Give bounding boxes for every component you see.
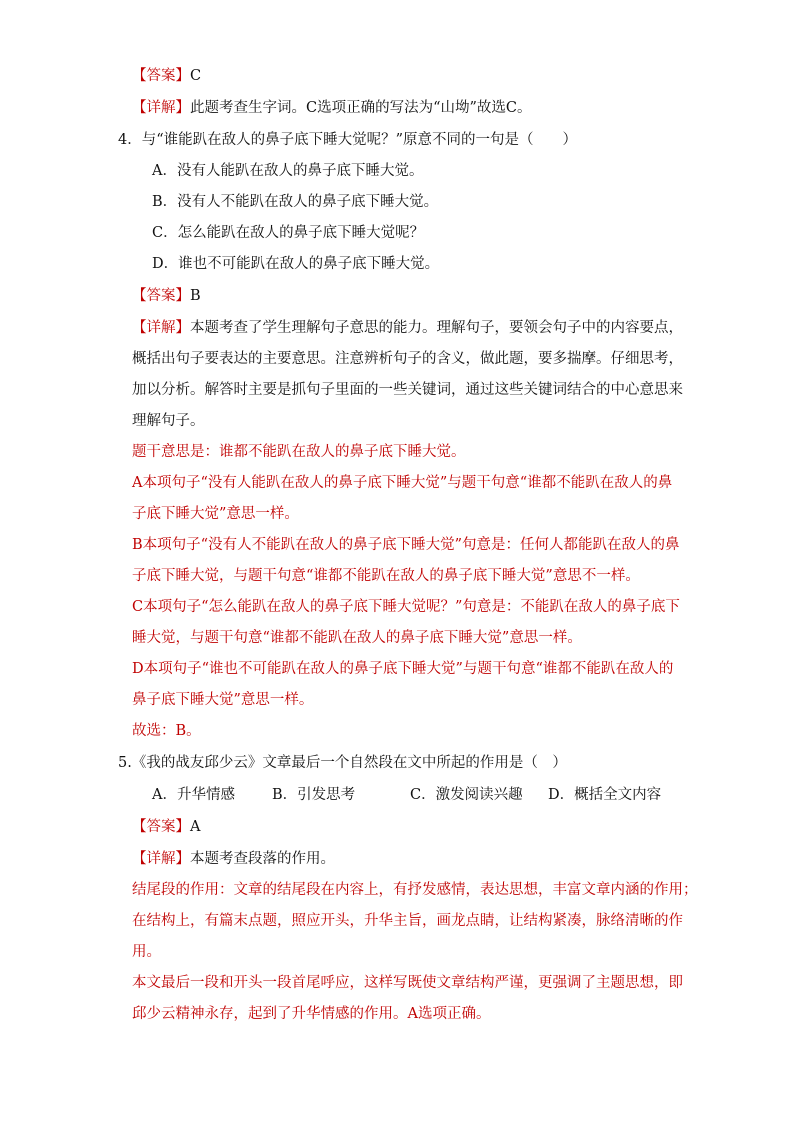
detail-text: 此题考查生字词。C选项正确的写法为“山坳”故选C。 [190,100,532,116]
q3-detail [132,98,532,118]
q4-analysis-line: B本项句子“没有人不能趴在敌人的鼻子底下睡大觉”句意是：任何人都能趴在敌人的鼻 [132,537,680,553]
q4-detail-line: 理解句子。 [132,413,205,429]
answer-value: A [190,819,201,835]
q4-stem: 4．与“谁能趴在敌人的鼻子底下睡大觉呢？”原意不同的一句是（ ） [118,132,578,148]
q4-detail-line: 概括出句子要表达的主要意思。注意辨析句子的含义，做此题，要多揣摩。仔细思考， [132,351,683,367]
q5-analysis-line: 用。 [132,944,161,960]
q4-detail-line [132,318,683,338]
q4-analysis-line: 鼻子底下睡大觉”意思一样。 [132,692,314,708]
answer-tag: 【答案】 [132,288,190,304]
q4-analysis-line: 子底下睡大觉”意思一样。 [132,506,299,522]
q4-analysis-line: C本项句子“怎么能趴在敌人的鼻子底下睡大觉呢？”句意是：不能趴在敌人的鼻子底下 [132,599,680,615]
detail-tag: 【详解】 [132,851,190,867]
q4-analysis-line: D本项句子“谁也不可能趴在敌人的鼻子底下睡大觉”与题干句意“谁都不能趴在敌人的 [132,661,674,677]
q4-detail-line: 加以分析。解答时主要是抓句子里面的一些关键词，通过这些关键词结合的中心意思来 [132,382,683,398]
q4-option-c: C．怎么能趴在敌人的鼻子底下睡大觉呢？ [152,225,425,241]
q5-analysis-line: 结尾段的作用：文章的结尾段在内容上，有抒发感情，表达思想，丰富文章内涵的作用； [132,882,698,898]
answer-value: B [190,288,201,304]
answer-value: C [190,68,202,84]
detail-text: 本题考查了学生理解句子意思的能力。理解句子，要领会句子中的内容要点， [190,320,683,336]
q4-option-a: A．没有人能趴在敌人的鼻子底下睡大觉。 [152,163,424,179]
q3-answer [132,66,201,86]
q5-option-d: D．概括全文内容 [548,787,662,803]
q5-analysis-line: 邱少云精神永存，起到了升华情感的作用。A选项正确。 [132,1006,491,1022]
q5-option-a: A．升华情感 [152,787,235,803]
q4-analysis-line: 子底下睡大觉，与题干句意“谁都不能趴在敌人的鼻子底下睡大觉”意思不一样。 [132,568,640,584]
q5-analysis-line: 本文最后一段和开头一段首尾呼应，这样写既使文章结构严谨，更强调了主题思想，即 [132,975,683,991]
detail-text: 本题考查段落的作用。 [190,851,335,867]
q4-option-b: B．没有人不能趴在敌人的鼻子底下睡大觉。 [152,194,439,210]
q5-answer [132,817,200,837]
q4-analysis-line: 睡大觉，与题干句意“谁都不能趴在敌人的鼻子底下睡大觉”意思一样。 [132,630,582,646]
q5-detail [132,849,335,869]
q4-analysis-line: 故选：B。 [132,723,201,739]
q5-option-c: C．激发阅读兴趣 [410,787,523,803]
detail-tag: 【详解】 [132,100,190,116]
q5-stem: 5.《我的战友邱少云》文章最后一个自然段在文中所起的作用是（ ） [118,755,567,771]
q4-answer [132,286,201,306]
q4-option-d: D．谁也不可能趴在敌人的鼻子底下睡大觉。 [152,256,440,272]
q5-analysis-line: 在结构上，有篇末点题，照应开头，升华主旨，画龙点睛，让结构紧凑，脉络清晰的作 [132,913,683,929]
answer-tag: 【答案】 [132,68,190,84]
answer-tag: 【答案】 [132,819,190,835]
detail-tag: 【详解】 [132,320,190,336]
q5-option-b: B．引发思考 [272,787,356,803]
q4-analysis-line: A本项句子“没有人能趴在敌人的鼻子底下睡大觉”与题干句意“谁都不能趴在敌人的鼻 [132,475,673,491]
q4-analysis-line: 题干意思是：谁都不能趴在敌人的鼻子底下睡大觉。 [132,444,466,460]
